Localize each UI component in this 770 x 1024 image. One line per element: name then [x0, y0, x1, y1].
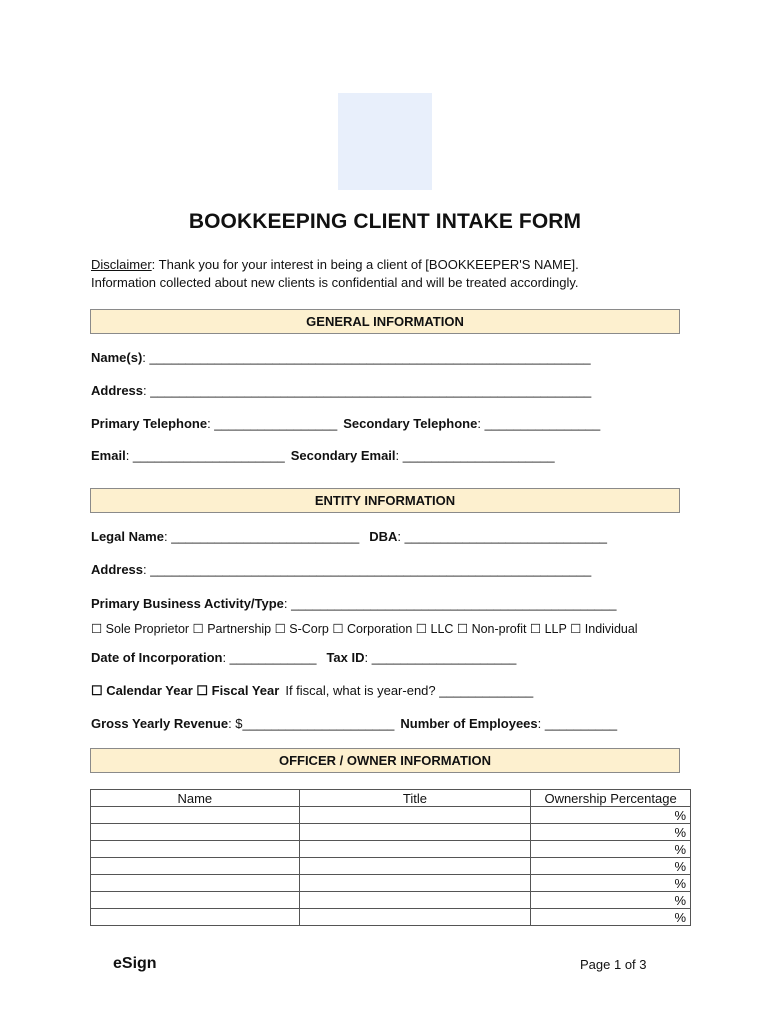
- ownership-cell[interactable]: %: [531, 824, 691, 841]
- table-row: [91, 892, 691, 909]
- email-row: [91, 448, 555, 463]
- ownership-cell[interactable]: %: [531, 858, 691, 875]
- table-header-row: [91, 790, 691, 807]
- page-number: Page 1 of 3: [580, 957, 647, 972]
- entity-address-blank[interactable]: : _____________________________________________________________: [143, 562, 592, 577]
- primary-telephone-label: Primary Telephone: [91, 416, 208, 431]
- address-label: Address: [91, 383, 144, 398]
- revenue-label: Gross Yearly Revenue: [91, 716, 229, 731]
- primary-telephone-blank[interactable]: : _________________: [207, 416, 338, 431]
- tax-id-blank[interactable]: : ____________________: [364, 650, 517, 665]
- dba-blank[interactable]: : ____________________________: [397, 529, 608, 544]
- column-header-title: Title: [299, 790, 531, 807]
- names-label: Name(s): [91, 350, 143, 365]
- officer-name-cell[interactable]: [91, 807, 300, 824]
- legal-name-row: [91, 529, 607, 544]
- address-field[interactable]: [91, 383, 591, 398]
- table-row: [91, 824, 691, 841]
- officer-title-cell[interactable]: [299, 892, 531, 909]
- table-row: [91, 807, 691, 824]
- officer-title-cell[interactable]: [299, 841, 531, 858]
- officer-title-cell[interactable]: [299, 807, 531, 824]
- ownership-cell[interactable]: %: [531, 807, 691, 824]
- disclaimer-text-1: : Thank you for your interest in being a client of [BOOKKEEPER'S NAME].: [151, 257, 579, 272]
- email-label: Email: [91, 448, 126, 463]
- entity-address-label: Address: [91, 562, 144, 577]
- entity-type-checkboxes[interactable]: ☐ Sole Proprietor ☐ Partnership ☐ S-Corp ☐ Corporation ☐ LLC ☐ Non-profit ☐ LLP ☐ Individual: [91, 622, 638, 636]
- employees-blank[interactable]: : __________: [537, 716, 618, 731]
- tax-id-label: Tax ID: [326, 650, 365, 665]
- officer-name-cell[interactable]: [91, 824, 300, 841]
- entity-information-heading: ENTITY INFORMATION: [90, 488, 680, 513]
- disclaimer-label: Disclaimer: [91, 257, 152, 272]
- business-activity-label: Primary Business Activity/Type: [91, 596, 284, 611]
- table-row: [91, 858, 691, 875]
- officer-title-cell[interactable]: [299, 858, 531, 875]
- names-field[interactable]: [91, 350, 591, 365]
- fiscal-year-end-field[interactable]: If fiscal, what is year-end? _____________: [285, 683, 534, 698]
- secondary-telephone-blank[interactable]: : ________________: [477, 416, 601, 431]
- email-blank[interactable]: : _____________________: [125, 448, 285, 463]
- table-row: [91, 841, 691, 858]
- general-information-heading: GENERAL INFORMATION: [90, 309, 680, 334]
- officer-name-cell[interactable]: [91, 892, 300, 909]
- column-header-name: Name: [91, 790, 300, 807]
- table-row: [91, 875, 691, 892]
- officer-information-heading: OFFICER / OWNER INFORMATION: [90, 748, 680, 773]
- revenue-blank[interactable]: : $_____________________: [228, 716, 395, 731]
- disclaimer-line-2: Information collected about new clients is confidential and will be treated accordingly.: [91, 275, 579, 290]
- employees-label: Number of Employees: [400, 716, 538, 731]
- officer-name-cell[interactable]: [91, 841, 300, 858]
- logo-placeholder: [338, 93, 432, 190]
- incorporation-row: [91, 650, 516, 665]
- business-activity-field[interactable]: [91, 596, 617, 611]
- officer-name-cell[interactable]: [91, 909, 300, 926]
- table-row: [91, 909, 691, 926]
- dba-label: DBA: [369, 529, 398, 544]
- officer-title-cell[interactable]: [299, 824, 531, 841]
- officers-table: [90, 789, 691, 926]
- disclaimer: [91, 256, 691, 292]
- ownership-cell[interactable]: %: [531, 892, 691, 909]
- incorporation-label: Date of Incorporation: [91, 650, 223, 665]
- legal-name-blank[interactable]: : __________________________: [163, 529, 360, 544]
- year-type-checkboxes[interactable]: ☐ Calendar Year ☐ Fiscal Year: [91, 683, 280, 698]
- ownership-cell[interactable]: %: [531, 909, 691, 926]
- fiscal-year-row: [91, 683, 533, 699]
- incorporation-blank[interactable]: : ____________: [222, 650, 317, 665]
- disclaimer-line-1: [91, 256, 691, 274]
- secondary-email-blank[interactable]: : _____________________: [395, 448, 555, 463]
- officer-title-cell[interactable]: [299, 875, 531, 892]
- ownership-cell[interactable]: %: [531, 875, 691, 892]
- officer-name-cell[interactable]: [91, 875, 300, 892]
- form-title: BOOKKEEPING CLIENT INTAKE FORM: [188, 210, 582, 233]
- officer-title-cell[interactable]: [299, 909, 531, 926]
- entity-address-field[interactable]: [91, 562, 591, 577]
- officer-name-cell[interactable]: [91, 858, 300, 875]
- secondary-email-label: Secondary Email: [290, 448, 396, 463]
- secondary-telephone-label: Secondary Telephone: [343, 416, 478, 431]
- business-activity-blank[interactable]: : _____________________________________________: [283, 596, 617, 611]
- legal-name-label: Legal Name: [91, 529, 164, 544]
- address-blank[interactable]: : _____________________________________________________________: [143, 383, 592, 398]
- column-header-ownership: Ownership Percentage: [531, 790, 691, 807]
- telephone-row: [91, 416, 600, 431]
- esign-logo: eSign: [113, 955, 157, 972]
- ownership-cell[interactable]: %: [531, 841, 691, 858]
- revenue-row: [91, 716, 617, 731]
- names-blank[interactable]: : _____________________________________________________________: [142, 350, 591, 365]
